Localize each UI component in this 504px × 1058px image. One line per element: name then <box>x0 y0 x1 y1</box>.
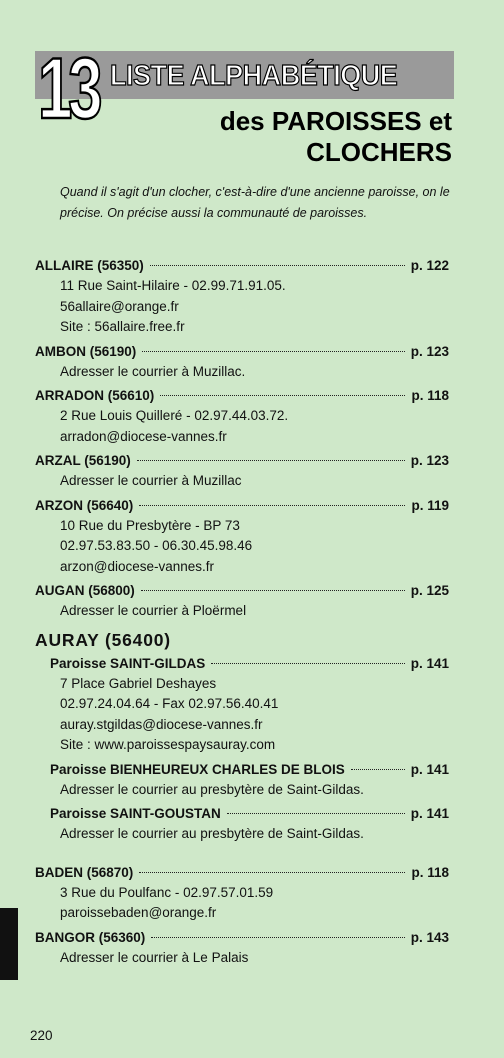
entry-heading-line <box>0 580 504 601</box>
dot-leader <box>142 351 404 352</box>
entry-name: AMBON (56190) <box>35 343 137 359</box>
entry-name: Paroisse BIENHEUREUX CHARLES DE BLOIS <box>50 761 345 777</box>
entry-detail: 56allaire@orange.fr <box>60 298 179 314</box>
page-reference: p. 141 <box>410 761 449 777</box>
entry-detail: Adresser le courrier au presbytère de Saint-Gildas. <box>60 826 364 841</box>
dot-leader <box>160 395 405 396</box>
parish-list <box>0 255 504 971</box>
chapter-title: LISTE ALPHABÉTIQUE <box>110 60 398 92</box>
entry-detail: 11 Rue Saint-Hilaire - 02.99.71.91.05. <box>60 278 286 293</box>
page-reference: p. 119 <box>411 497 449 513</box>
entry-heading-line <box>0 341 504 362</box>
entry-detail: paroissebaden@orange.fr <box>60 905 217 920</box>
page-reference: p. 118 <box>411 388 449 403</box>
entry-heading-line <box>0 759 504 780</box>
entry-heading-line <box>0 653 504 674</box>
chapter-subtitle <box>220 106 452 168</box>
dot-leader <box>141 590 405 591</box>
entry-detail: 7 Place Gabriel Deshayes <box>60 675 217 691</box>
entry-detail: 02.97.53.83.50 - 06.30.45.98.46 <box>60 538 253 553</box>
dot-leader <box>137 460 405 461</box>
dot-leader <box>139 872 405 873</box>
parish-entry <box>0 341 504 383</box>
page-reference: p. 141 <box>410 655 449 671</box>
entry-heading-line <box>0 385 504 406</box>
entry-name: Paroisse SAINT-GOUSTAN <box>50 806 221 821</box>
dot-leader <box>211 663 404 664</box>
entry-detail: 02.97.24.04.64 - Fax 02.97.56.40.41 <box>60 696 279 711</box>
parish-entry <box>0 495 504 578</box>
parish-entry <box>0 580 504 622</box>
auray-parish-entry <box>0 803 504 845</box>
page-reference: p. 123 <box>410 343 449 359</box>
entry-heading-line <box>0 927 504 948</box>
entry-detail: Site : 56allaire.free.fr <box>60 319 185 334</box>
subtitle-line-1: des PAROISSES et <box>219 106 452 136</box>
entry-heading-line <box>0 495 504 516</box>
entry-heading-line <box>0 862 504 883</box>
entry-detail: Adresser le courrier au presbytère de Saint-Gildas. <box>60 781 364 797</box>
entry-name: ALLAIRE (56350) <box>35 258 144 273</box>
parish-entry <box>0 385 504 447</box>
auray-parish-entry <box>0 759 504 801</box>
side-tab-marker <box>0 908 18 980</box>
entry-name: ARZON (56640) <box>35 497 134 513</box>
parish-entry <box>0 927 504 969</box>
entry-detail: 10 Rue du Presbytère - BP 73 <box>60 517 240 533</box>
entry-detail: Adresser le courrier à Le Palais <box>60 949 249 965</box>
entry-detail: auray.stgildas@diocese-vannes.fr <box>60 716 263 732</box>
auray-parish-entry <box>0 653 504 756</box>
page-reference: p. 123 <box>410 453 449 468</box>
dot-leader <box>151 937 404 938</box>
entry-heading-line <box>0 255 504 276</box>
parish-entry <box>0 862 504 924</box>
intro-text: Quand il s'agit d'un clocher, c'est-à-dire d'une ancienne paroisse, on le précise. On précise aussi la communauté de paroisses. <box>60 185 450 220</box>
entry-name: AUGAN (56800) <box>35 583 135 598</box>
entry-name: ARZAL (56190) <box>35 453 131 468</box>
page-reference: p. 143 <box>410 929 449 945</box>
entry-detail: Adresser le courrier à Muzillac. <box>60 363 246 379</box>
parish-entry <box>0 255 504 338</box>
parish-entry <box>0 450 504 492</box>
entry-detail: Adresser le courrier à Muzillac <box>60 473 242 488</box>
page-reference: p. 122 <box>410 258 449 273</box>
dot-leader <box>227 813 405 814</box>
dot-leader <box>150 265 405 266</box>
entry-heading-line <box>0 803 504 824</box>
entry-name: BADEN (56870) <box>35 864 134 880</box>
entry-name: Paroisse SAINT-GILDAS <box>50 655 206 671</box>
auray-heading: AURAY (56400) <box>35 629 171 650</box>
entry-detail: arzon@diocese-vannes.fr <box>60 558 215 574</box>
entry-detail: 3 Rue du Poulfanc - 02.97.57.01.59 <box>60 884 274 900</box>
page-reference: p. 125 <box>410 583 449 598</box>
entry-detail: arradon@diocese-vannes.fr <box>60 428 227 444</box>
entry-detail: Site : www.paroissespaysauray.com <box>60 737 276 752</box>
page-reference: p. 118 <box>411 864 449 880</box>
subtitle-line-2: CLOCHERS <box>306 137 452 167</box>
entry-heading-line <box>0 450 504 471</box>
dot-leader <box>139 505 405 506</box>
dot-leader <box>351 769 405 770</box>
page-number: 220 <box>30 1028 53 1043</box>
entry-name: BANGOR (56360) <box>35 929 146 945</box>
chapter-number: 13 <box>38 41 99 137</box>
entry-name: ARRADON (56610) <box>35 388 155 403</box>
page-reference: p. 141 <box>410 806 449 821</box>
entry-detail: 2 Rue Louis Quilleré - 02.97.44.03.72. <box>60 408 289 423</box>
entry-detail: Adresser le courrier à Ploërmel <box>60 603 247 618</box>
